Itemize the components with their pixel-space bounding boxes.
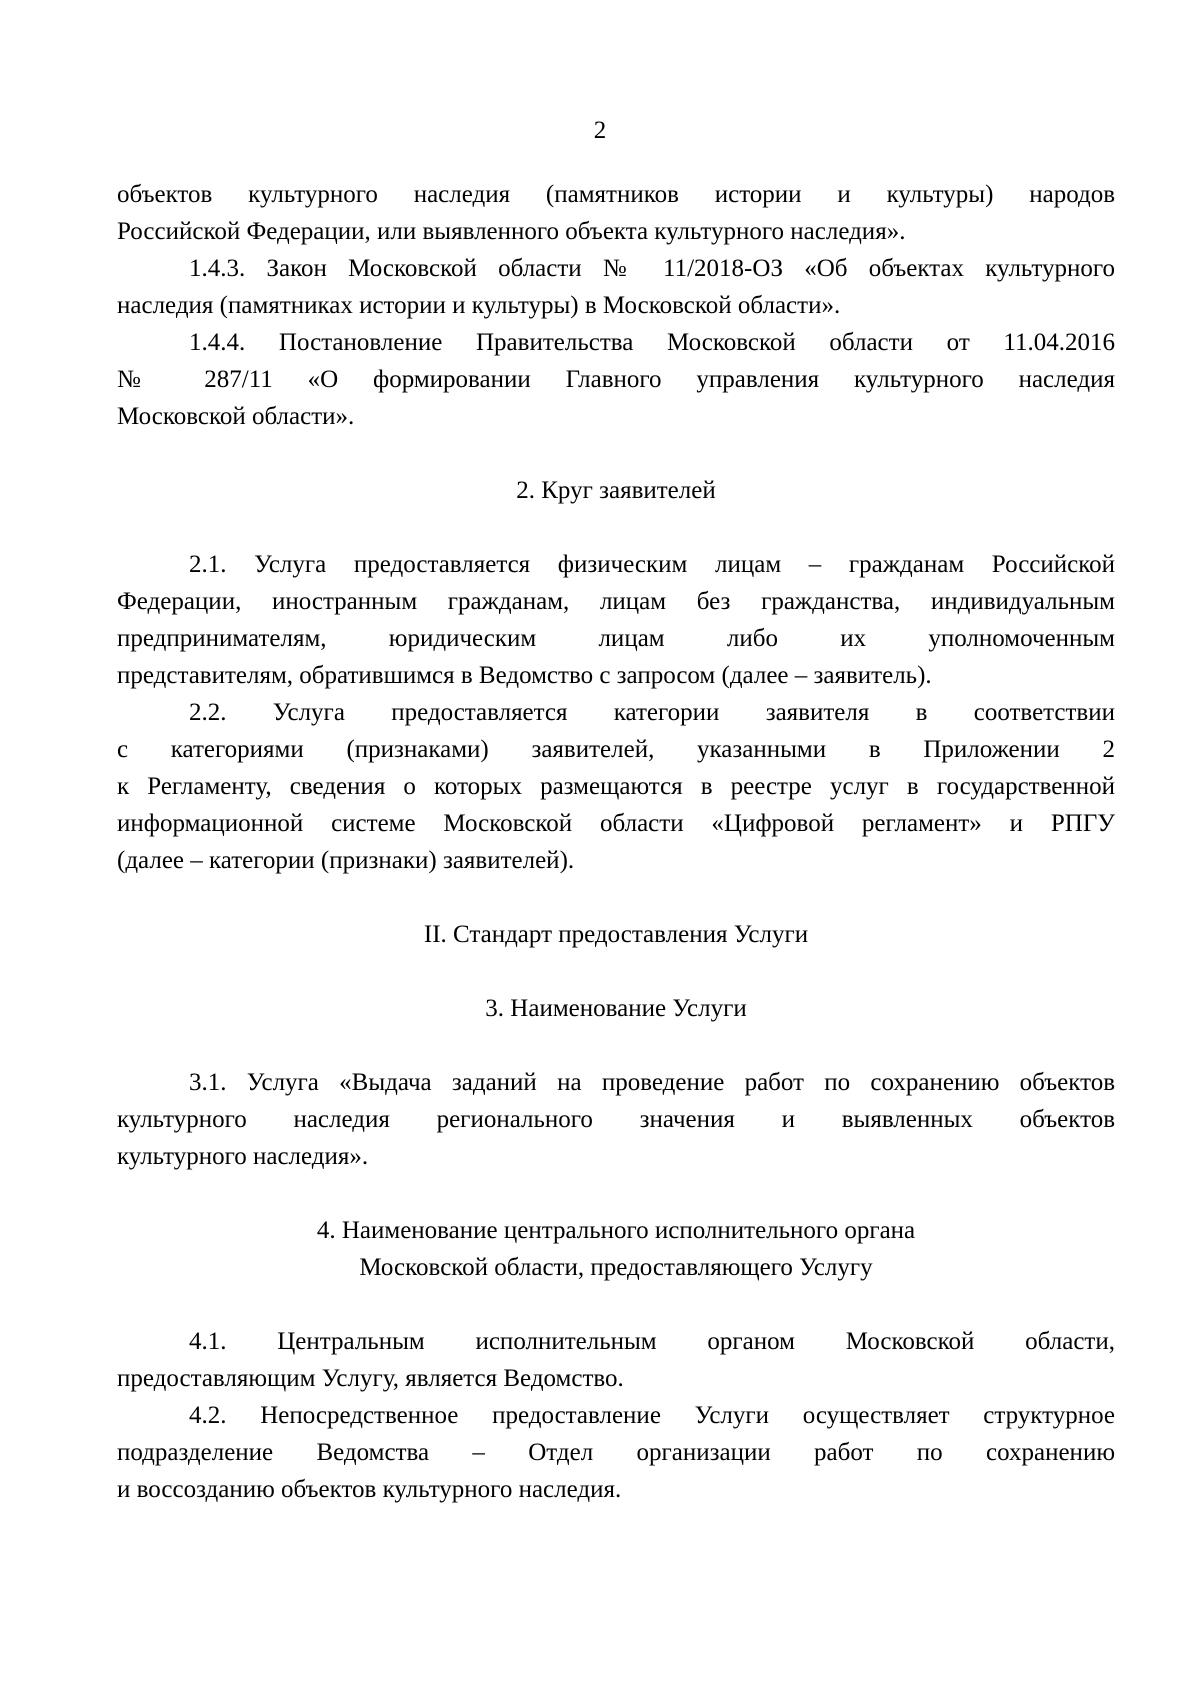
section-heading-service-name: 3. Наименование Услуги: [485, 995, 747, 1022]
section-heading-executive-body: [117, 1212, 1115, 1286]
heading-line: 4. Наименование центрального исполнительного органа: [316, 1217, 916, 1244]
paragraph-2-1: [117, 546, 1115, 694]
paragraph-4-1: [117, 1323, 1115, 1397]
text-line: с категориями (признаками) заявителей, указанными в Приложении 2: [117, 736, 1115, 763]
text-line: 4.1. Центральным исполнительным органом Московской области,: [189, 1328, 1115, 1355]
text-line: 4.2. Непосредственное предоставление Услуги осуществляет структурное: [189, 1402, 1115, 1429]
text-line: № 287/11 «О формировании Главного управления культурного наследия: [117, 366, 1115, 393]
text-line: Федерации, иностранным гражданам, лицам без гражданства, индивидуальным: [117, 588, 1115, 615]
paragraph-3-1: [117, 1064, 1115, 1175]
text-line: объектов культурного наследия (памятников истории и культуры) народов: [117, 181, 1115, 208]
document-body: [117, 176, 1115, 1508]
paragraph-4-2: [117, 1397, 1115, 1508]
text-line: предоставляющим Услугу, является Ведомство.: [117, 1365, 624, 1392]
text-line: информационной системе Московской области «Цифровой регламент» и РПГУ: [117, 810, 1115, 837]
text-line: подразделение Ведомства – Отдел организации работ по сохранению: [117, 1439, 1115, 1466]
text-line: 1.4.4. Постановление Правительства Московской области от 11.04.2016: [189, 329, 1115, 356]
paragraph-continuation: [117, 176, 1115, 250]
page-number: 2: [593, 117, 607, 144]
text-line: 1.4.3. Закон Московской области № 11/2018-ОЗ «Об объектах культурного: [189, 255, 1115, 282]
text-line: Московской области».: [117, 403, 355, 430]
section-heading-applicants: 2. Круг заявителей: [516, 477, 716, 504]
text-line: наследия (памятниках истории и культуры) в Московской области».: [117, 292, 841, 319]
text-line: (далее – категории (признаки) заявителей).: [117, 847, 575, 874]
text-line: Российской Федерации, или выявленного объекта культурного наследия».: [117, 218, 906, 245]
text-line: к Регламенту, сведения о которых размещаются в реестре услуг в государственной: [117, 773, 1115, 800]
paragraph-2-2: [117, 694, 1115, 879]
heading-line: Московской области, предоставляющего Услугу: [359, 1254, 873, 1281]
text-line: представителям, обратившимся в Ведомство с запросом (далее – заявитель).: [117, 662, 932, 689]
paragraph-1-4-3: [117, 250, 1115, 324]
chapter-heading-standard: II. Стандарт предоставления Услуги: [423, 921, 809, 948]
text-line: и воссозданию объектов культурного наследия.: [117, 1476, 622, 1503]
text-line: 2.1. Услуга предоставляется физическим лицам – гражданам Российской: [189, 551, 1115, 578]
text-line: культурного наследия регионального значения и выявленных объектов: [117, 1106, 1115, 1133]
paragraph-1-4-4: [117, 324, 1115, 435]
text-line: предпринимателям, юридическим лицам либо их уполномоченным: [117, 625, 1115, 652]
text-line: 3.1. Услуга «Выдача заданий на проведение работ по сохранению объектов: [189, 1069, 1115, 1096]
text-line: 2.2. Услуга предоставляется категории заявителя в соответствии: [189, 699, 1115, 726]
text-line: культурного наследия».: [117, 1143, 369, 1170]
